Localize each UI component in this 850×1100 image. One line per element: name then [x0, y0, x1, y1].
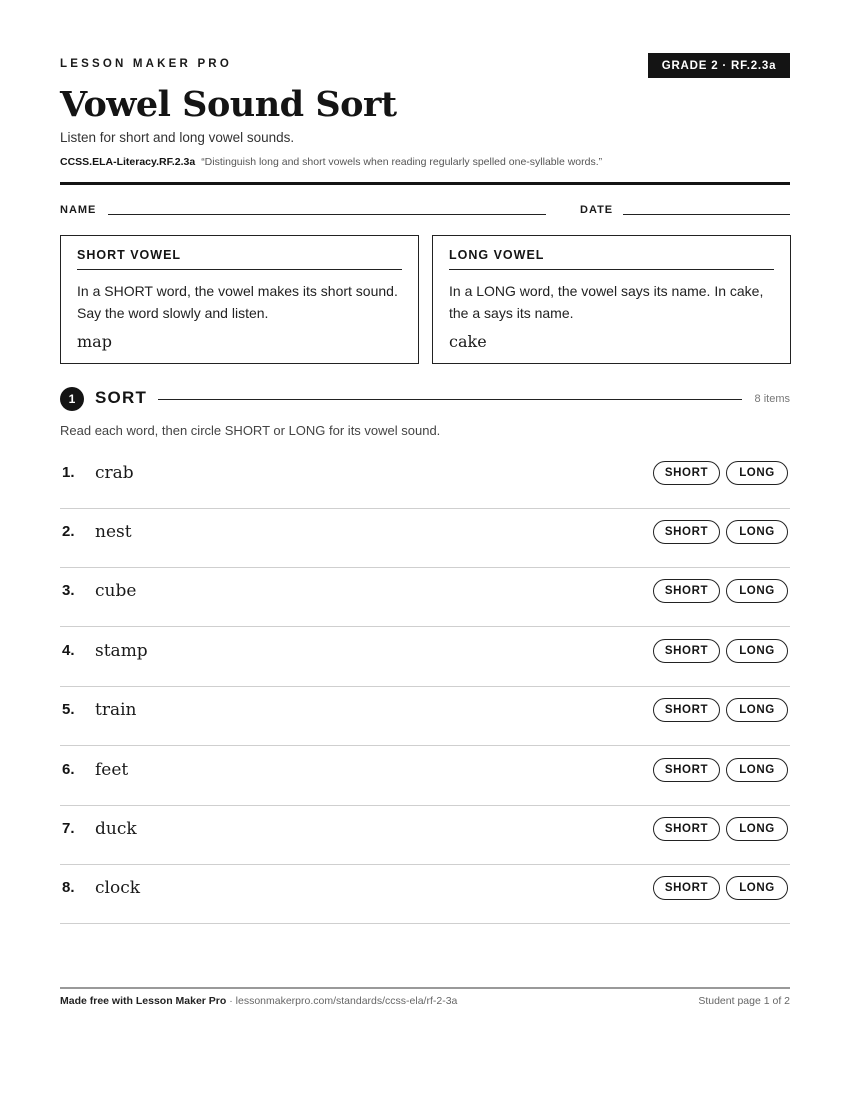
list-item — [60, 568, 790, 627]
list-item — [60, 687, 790, 746]
long-vowel-heading: LONG VOWEL — [449, 248, 774, 270]
short-choice[interactable]: SHORT — [653, 520, 720, 544]
footer-url[interactable]: · lessonmakerpro.com/standards/ccss-ela/rf-2-3a — [226, 995, 458, 1007]
long-choice[interactable]: LONG — [726, 758, 788, 782]
long-vowel-description: In a LONG word, the vowel says its name. In cake, the a says its name. — [449, 283, 764, 321]
page-subtitle: Listen for short and long vowel sounds. — [60, 130, 295, 145]
standard-code: CCSS.ELA-Literacy.RF.2.3a — [60, 156, 196, 168]
item-word: feet — [95, 760, 129, 780]
long-choice[interactable]: LONG — [726, 639, 788, 663]
item-number: 8. — [62, 879, 75, 896]
long-choice[interactable]: LONG — [726, 579, 788, 603]
short-choice[interactable]: SHORT — [653, 639, 720, 663]
list-item — [60, 509, 790, 568]
date-field[interactable] — [623, 214, 790, 215]
short-choice[interactable]: SHORT — [653, 876, 720, 900]
item-word: crab — [95, 463, 134, 483]
section-number-badge: 1 — [60, 387, 84, 411]
item-number: 3. — [62, 582, 75, 599]
list-item — [60, 806, 790, 865]
item-number: 7. — [62, 820, 75, 837]
long-choice[interactable]: LONG — [726, 461, 788, 485]
long-vowel-box — [432, 235, 791, 364]
long-choice[interactable]: LONG — [726, 817, 788, 841]
brand-name: LESSON MAKER PRO — [60, 58, 232, 70]
item-word: stamp — [95, 641, 148, 661]
short-choice[interactable]: SHORT — [653, 461, 720, 485]
short-choice[interactable]: SHORT — [653, 579, 720, 603]
section-divider — [158, 399, 742, 400]
standard-line — [60, 156, 602, 168]
long-choice[interactable]: LONG — [726, 698, 788, 722]
footer-made-with: Made free with Lesson Maker Pro — [60, 995, 227, 1007]
short-choice[interactable]: SHORT — [653, 817, 720, 841]
long-vowel-example: cake — [449, 332, 487, 351]
section-title: SORT — [95, 388, 148, 407]
standard-text: “Distinguish long and short vowels when reading regularly spelled one-syllable words.” — [201, 156, 603, 168]
footer-page-number: Student page 1 of 2 — [698, 995, 790, 1007]
short-vowel-example: map — [77, 332, 112, 351]
item-number: 4. — [62, 642, 75, 659]
long-choice[interactable]: LONG — [726, 876, 788, 900]
grade-badge: GRADE 2 · RF.2.3a — [648, 53, 790, 78]
list-item — [60, 865, 790, 924]
footer-credit — [60, 995, 457, 1007]
item-number: 5. — [62, 701, 75, 718]
list-item — [60, 747, 790, 806]
item-word: nest — [95, 522, 132, 542]
item-count: 8 items — [754, 393, 790, 405]
item-word: train — [95, 700, 137, 720]
footer-divider — [60, 987, 790, 989]
short-choice[interactable]: SHORT — [653, 758, 720, 782]
item-number: 2. — [62, 523, 75, 540]
name-field[interactable] — [108, 214, 546, 215]
name-label: NAME — [60, 204, 97, 216]
page-title: Vowel Sound Sort — [60, 84, 397, 125]
long-choice[interactable]: LONG — [726, 520, 788, 544]
item-number: 6. — [62, 761, 75, 778]
item-word: cube — [95, 581, 137, 601]
section-instructions: Read each word, then circle SHORT or LONG for its vowel sound. — [60, 423, 441, 438]
short-choice[interactable]: SHORT — [653, 698, 720, 722]
item-word: duck — [95, 819, 137, 839]
date-label: DATE — [580, 204, 614, 216]
list-item — [60, 628, 790, 687]
item-word: clock — [95, 878, 141, 898]
short-vowel-heading: SHORT VOWEL — [77, 248, 402, 270]
item-number: 1. — [62, 464, 75, 481]
header-divider — [60, 182, 790, 185]
list-item — [60, 450, 790, 509]
short-vowel-box — [60, 235, 419, 364]
short-vowel-description: In a SHORT word, the vowel makes its short sound. Say the word slowly and listen. — [77, 283, 398, 321]
